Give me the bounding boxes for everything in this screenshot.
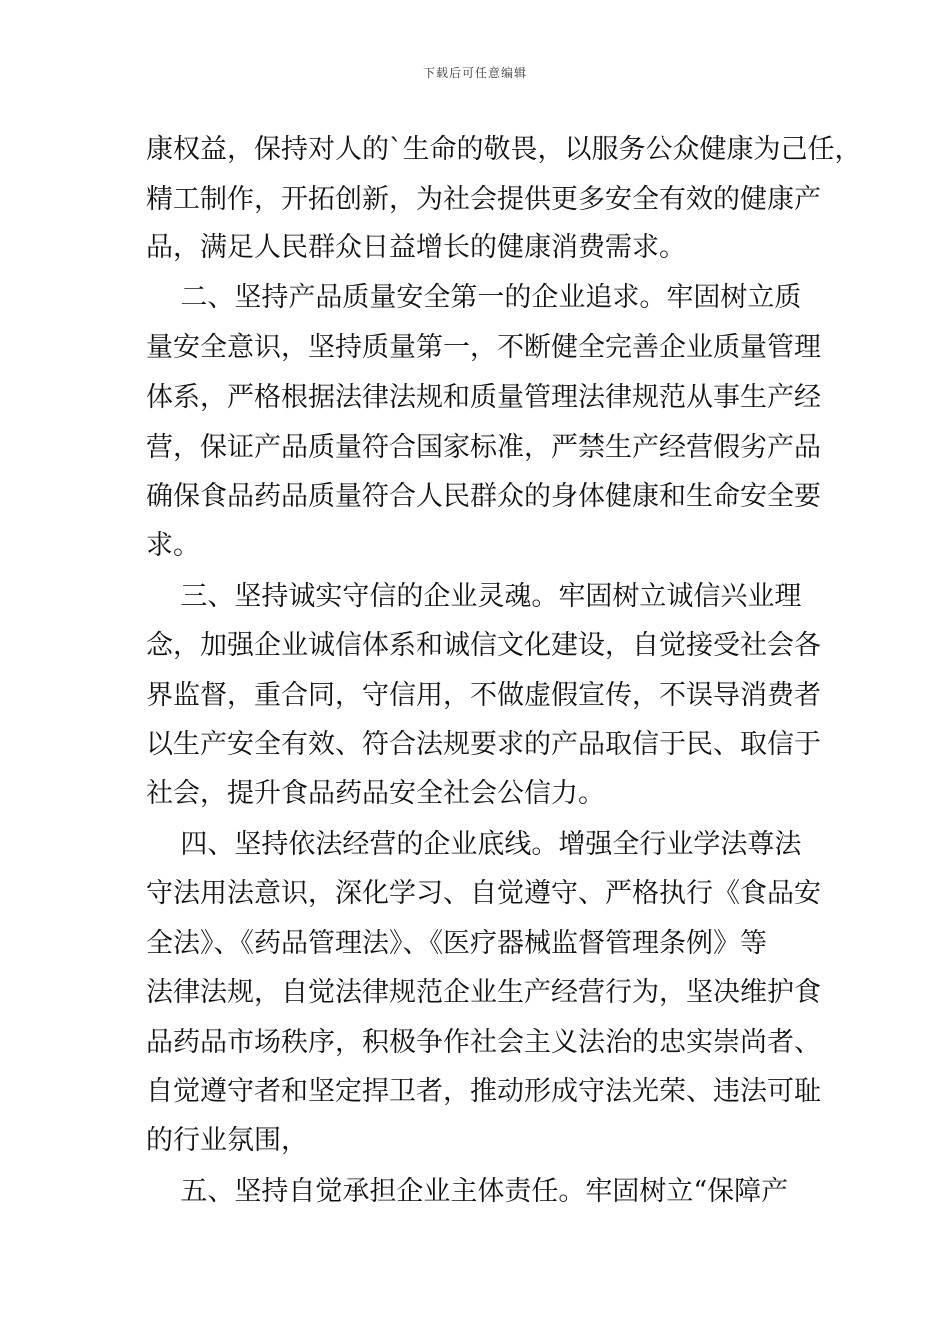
text-line: 念，加强企业诚信体系和诚信文化建设，自觉接受社会各	[146, 630, 821, 661]
text-line: 二、坚持产品质量安全第一的企业追求。牢固树立质	[146, 282, 802, 313]
text-line: 体系，严格根据法律法规和质量管理法律规范从事生产经	[146, 382, 821, 413]
text-line: 量安全意识，坚持质量第一，不断健全完善企业质量管理	[146, 332, 821, 363]
text-line: 法律法规，自觉法律规范企业生产经营行为，坚决维护食	[146, 977, 821, 1008]
text-line: 五、坚持自觉承担企业主体责任。牢固树立“保障产	[146, 1176, 789, 1207]
text-line: 自觉遵守者和坚定捍卫者，推动形成守法光荣、违法可耻	[146, 1076, 821, 1107]
text-line: 全法》、《药品管理法》、《医疗器械监督管理条例》等	[146, 928, 767, 959]
text-line: 以生产安全有效、符合法规要求的产品取信于民、取信于	[146, 729, 821, 760]
text-line: 社会，提升食品药品安全社会公信力。	[146, 778, 605, 809]
text-line: 的行业氛围，	[146, 1125, 308, 1156]
text-line: 三、坚持诚实守信的企业灵魂。牢固树立诚信兴业理	[146, 581, 802, 612]
text-line: 精工制作，开拓创新，为社会提供更多安全有效的健康产	[146, 184, 821, 215]
text-line: 守法用法意识，深化学习、自觉遵守、严格执行《食品安	[146, 878, 821, 909]
text-line: 品药品市场秩序，积极争作社会主义法治的忠实崇尚者、	[146, 1027, 821, 1058]
text-line: 界监督，重合同，守信用，不做虚假宣传，不误导消费者	[146, 680, 821, 711]
text-line: 康权益，保持对人的`生命的敬畏，以服务公众健康为己任，	[146, 134, 862, 165]
text-line: 确保食品药品质量符合人民群众的身体健康和生命安全要	[146, 481, 821, 512]
text-line: 四、坚持依法经营的企业底线。增强全行业学法尊法	[146, 829, 802, 860]
text-line: 求。	[146, 530, 200, 561]
text-line: 营，保证产品质量符合国家标准，严禁生产经营假劣产品	[146, 432, 821, 463]
text-line: 品，满足人民群众日益增长的健康消费需求。	[146, 232, 686, 263]
page-header: 下载后可任意编辑	[422, 66, 527, 80]
